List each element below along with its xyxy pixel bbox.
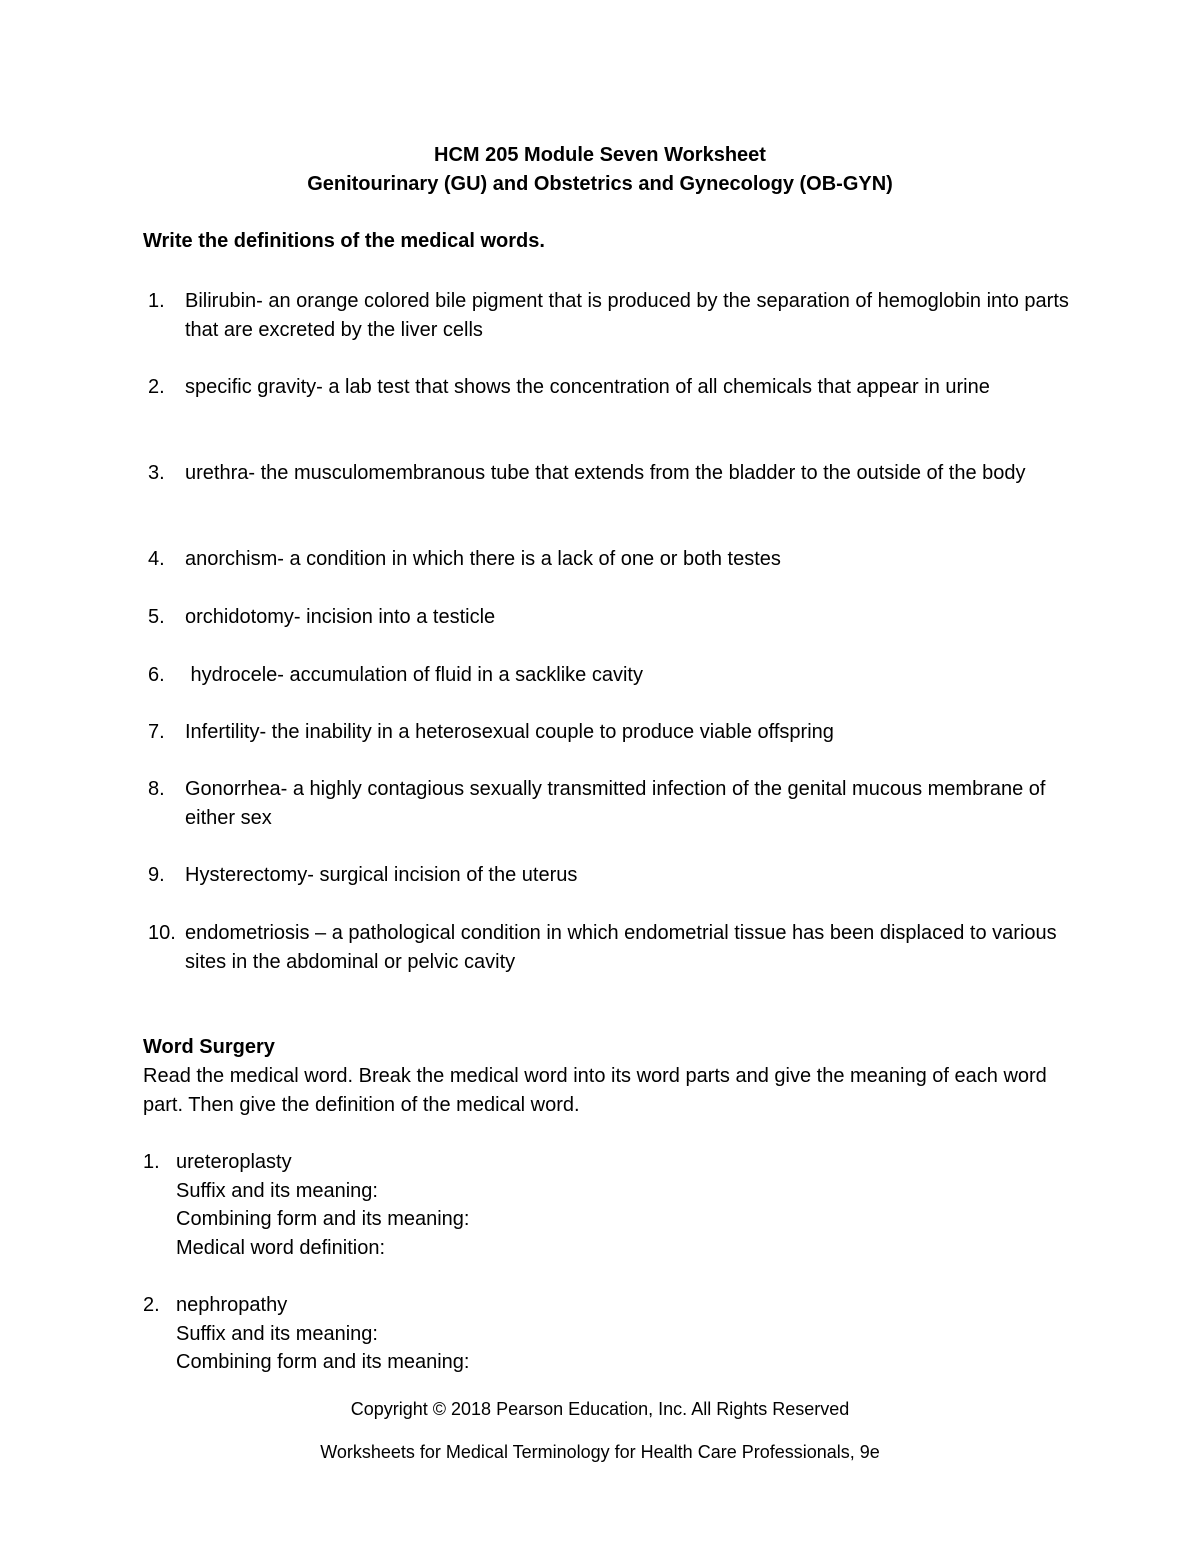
definition-prompt: Medical word definition: [176,1236,385,1259]
item-text: Hysterectomy- surgical incision of the uterus [185,864,578,886]
word-surgery-item [143,1148,1073,1262]
medical-word: ureteroplasty [176,1151,292,1173]
definition-item [143,775,1073,832]
item-number: 2. [143,1294,160,1316]
definition-item [143,545,1073,574]
title-line-1: HCM 205 Module Seven Worksheet [434,144,766,166]
item-text: Gonorrhea- a highly contagious sexually transmitted infection of the genital mucous membrane of either sex [185,778,1046,829]
word-surgery-instructions: Read the medical word. Break the medical word into its word parts and give the meaning of each word part. Then give the definition of the medical word. [143,1065,1047,1116]
definition-item [143,661,1073,690]
item-text: endometriosis – a pathological condition in which endometrial tissue has been displaced to various sites in the abdominal or pelvic cavity [185,922,1057,973]
word-surgery-item [143,1291,1073,1377]
definition-item [143,861,1073,890]
item-text: orchidotomy- incision into a testicle [185,606,496,628]
item-number: 5. [148,606,165,628]
definition-item [143,919,1073,976]
item-number: 2. [148,376,165,398]
book-title-footer: Worksheets for Medical Terminology for Health Care Professionals, 9e [320,1442,880,1462]
item-number: 4. [148,548,165,570]
item-text: hydrocele- accumulation of fluid in a sacklike cavity [185,664,643,686]
document-title [0,141,1200,199]
copyright-notice: Copyright © 2018 Pearson Education, Inc. All Rights Reserved [350,1399,850,1419]
medical-word: nephropathy [176,1294,288,1316]
definition-item [143,459,1073,488]
item-number: 1. [143,1151,160,1173]
definition-item [143,603,1073,632]
suffix-prompt: Suffix and its meaning: [176,1322,378,1345]
combining-form-prompt: Combining form and its meaning: [176,1351,470,1373]
combining-form-prompt: Combining form and its meaning: [176,1208,470,1230]
word-surgery-heading: Word Surgery [143,1036,275,1058]
suffix-prompt: Suffix and its meaning: [176,1179,378,1202]
definition-item [143,287,1073,344]
item-number: 8. [148,778,165,800]
item-number: 7. [148,721,165,743]
item-text: anorchism- a condition in which there is a lack of one or both testes [185,548,781,570]
item-text: specific gravity- a lab test that shows the concentration of all chemicals that appear in urine [185,376,990,398]
item-number: 1. [148,290,165,312]
item-number: 6. [148,664,165,686]
item-text: Infertility- the inability in a heterosexual couple to produce viable offspring [185,721,834,743]
definition-item [143,718,1073,747]
item-text: urethra- the musculomembranous tube that extends from the bladder to the outside of the body [185,462,1026,484]
item-number: 10. [148,922,176,944]
item-number: 9. [148,864,165,886]
title-line-2: Genitourinary (GU) and Obstetrics and Gynecology (OB-GYN) [307,173,893,195]
definitions-heading: Write the definitions of the medical words. [143,230,545,252]
item-text: Bilirubin- an orange colored bile pigment that is produced by the separation of hemoglobin into parts that are excreted by the liver cells [185,290,1069,341]
definition-item [143,373,1073,402]
item-number: 3. [148,462,165,484]
